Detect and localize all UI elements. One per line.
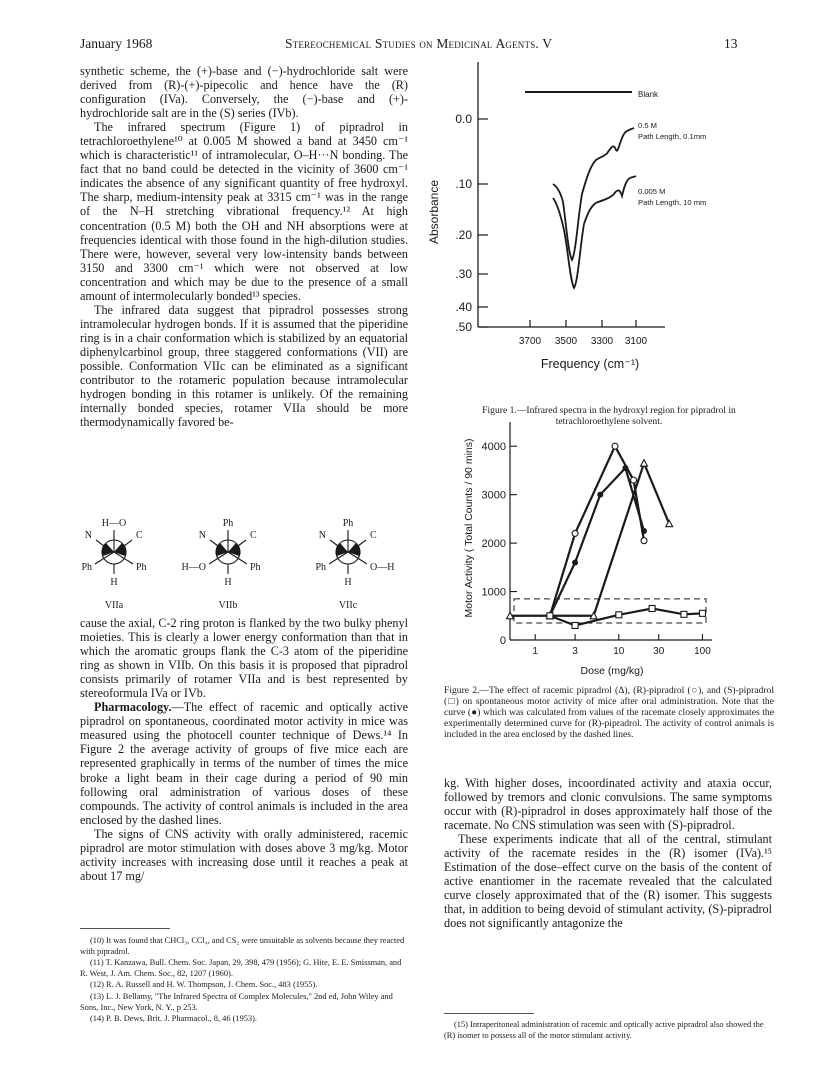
footnote: (10) It was found that CHCl₃, CCl₄, and CS₂ were unsuitable as solvents because they reacted with pipradrol. [80,936,405,956]
substituent-bottom-left: H—O [181,562,206,573]
fig2-xtick-label: 10 [613,646,625,657]
substituent-bottom: H [110,577,118,588]
substituent-right: C [250,530,257,541]
fig1-xtick-label: 3700 [518,336,542,347]
fig2-xlabel: Dose (mg/kg) [580,665,644,677]
paragraph-text: —The effect of racemic and optically active pipradrol on spontaneous, coordinated motor activity in mice was measured using the photocell counter technique of Dews.¹⁴ In Figure 2 the average activity of groups of five mice each are represented graphically in terms of the number of times the mice broke a light beam in their cage during a period of 90 min following oral administration of various doses of these compounds. The activity of control animals is included in the area enclosed by the dashed lines. [80,700,408,827]
fig2-xtick-label: 100 [694,646,711,657]
substituent-bottom-left: Ph [81,562,92,573]
fig1-label-c1-b: Path Length, 0.1mm [638,132,707,141]
fig2-point-square [699,610,705,616]
substituent-bottom: H [224,577,232,588]
substituent-bottom-right: Ph [136,562,147,573]
fig1-ylabel: Absorbance [427,179,441,245]
paragraph: The infrared spectrum (Figure 1) of pipradrol in tetrachloroethylene¹⁰ at 0.005 M showed a band at 3450 cm⁻¹ which is characteristic¹¹ of intramolecular, O–H···N bonding. The fact that no band could be detected in the vicinity of 3600 cm⁻¹ indicates the absence of any significant quantity of free hydroxyl. The sharp, medium-intensity peak at 3315 cm⁻¹ was in the range of the N–H stretching vibrational frequency.¹² At high concentration (0.5 M) both the OH and NH absorptions were at frequencies identical with those found in the high-dilution studies. There were, however, several very low-intensity bands between 3150 and 3300 cm⁻¹ which were not observed at low concentration and which may be due to the presence of a small amount of intermolecularly bonded¹³ species. [80,120,408,303]
left-column-upper [80,64,408,429]
substituent-left: N [84,530,92,541]
fig2-series-line-filled-circle [550,468,644,616]
fig2-point-filled-circle [572,559,578,565]
structure-label: VIIb [218,600,238,611]
fig2-point-filled-circle [597,492,603,498]
fig2-point-circle [631,477,637,483]
section-heading: Pharmacology. [94,700,172,715]
footnote: (15) Intraperitoneal administration of racemic and optically active pipradrol also showed the (R) isomer to possess all of the motor stimulant activity. [444,1020,764,1040]
paragraph: The infrared data suggest that pipradrol possesses strong intramolecular hydrogen bonds. If it is assumed that the piperidine ring is in a chair conformation which is stabilized by an equatorial diphenylcarbinol group, three staggered conformations (VII) are possible. Conformation VIIc can be eliminated as a significant contributor to the rotameric population because intramolecular hydrogen bonding in this rotamer is unlikely. Of the remaining internally bonded species, rotamer VIIa should be more thermodynamically favored be- [80,302,408,430]
substituent-top: Ph [222,518,234,529]
fig1-label-c1-a: 0.5 M [638,121,657,130]
figure-2-caption: Figure 2.—The effect of racemic pipradrol (Δ), (R)-pipradrol (○), and (S)-pipradrol (□) on spontaneous motor activity of mice after oral administration. Note that the curve (●) which was calculated from values of the racemate closely approximates the experimentally determined curve for (R)-pipradrol. The activity of control animals is included in the area enclosed by the dashed lines. [444,685,774,740]
fig1-label-c2-b: Path Length, 10 mm [638,198,707,207]
fig2-point-square [681,611,687,617]
paragraph: The signs of CNS activity with orally administered, racemic pipradrol are motor stimulation with doses above 3 mg/kg. Motor activity increases with increasing dose until it reaches a peak at about 17 mg/ [80,826,408,883]
fig1-ytick-label: .50 [455,320,472,334]
fig2-ytick-label: 0 [499,635,506,647]
left-column-lower [80,616,408,883]
substituent-top: H—O [101,518,127,529]
substituent-bottom-right: O—H [370,562,395,573]
fig2-xtick-label: 1 [532,646,538,657]
fig1-xlabel: Frequency (cm⁻¹) [540,357,640,371]
substituent-bottom: H [344,577,352,588]
fig1-ytick-label: .10 [455,177,472,191]
fig1-xtick-label: 3100 [624,336,648,347]
fig1-ytick-label: .30 [455,267,472,281]
fig2-point-filled-circle [641,528,647,534]
fig2-ytick-label: 4000 [481,441,506,454]
fig2-series-line-circle [550,446,644,616]
footnote: (11) T. Kanzawa, Bull. Chem. Soc. Japan, 29, 398, 479 (1956); G. Hite, E. E. Smissman, and R. West, J. Am. Chem. Soc., 82, 1207 (1960). [80,958,402,978]
fig1-xtick-label: 3500 [554,336,578,347]
fig2-point-triangle [666,520,673,527]
fig2-xtick-label: 3 [572,646,578,657]
paragraph: synthetic scheme, the (+)-base and (−)-hydrochloride salt were derived from (R)-(+)-pipecolic and hence have the (R) configuration (IVa). Conversely, the (−)-base and (+)-hydrochloride salt are in the (S) series (IVb). [80,64,408,121]
fig2-point-square [649,606,655,612]
fig2-point-square [616,612,622,618]
fig2-point-circle [572,530,578,536]
fig1-label-blank: Blank [638,90,659,99]
fig2-point-circle [641,538,647,544]
structure-label: VIIc [338,600,358,611]
fig2-point-square [547,613,553,619]
fig1-spectrum-0.005M [553,176,636,288]
structure-label: VIIa [104,600,124,611]
substituent-right: C [370,530,377,541]
paragraph: These experiments indicate that all of the central, stimulant activity of the racemate resides in the (R) isomer (IVa).¹⁵ Estimation of the dose–effect curve on the basis of the content of active enantiomer in the racemate revealed that the calculated curve closely approximated that of the (R) isomer. This suggests that, in addition to being devoid of stimulant activity, (S)-pipradrol does not significantly antagonize the [444,832,772,931]
footnote-rule [444,1013,534,1014]
paragraph [80,700,408,826]
structure-VIIc [315,518,394,611]
structure-VIIa [81,518,146,611]
newman-structures [80,508,408,612]
substituent-top: Ph [342,518,354,529]
structure-VIIb [182,518,261,611]
fig2-control-band [514,599,706,623]
substituent-left: N [198,530,206,541]
fig2-point-triangle [641,460,648,467]
footnote: (13) L. J. Bellamy, "The Infrared Spectra of Complex Molecules," 2nd ed, John Wiley and Sons, Inc., New York, N. Y., p 253. [80,991,393,1012]
figure-2-chart [462,420,732,682]
fig2-ytick-label: 1000 [481,586,506,599]
fig2-ylabel: Motor Activity ( Total Counts / 90 mins) [463,438,475,618]
fig2-ytick-label: 3000 [481,489,506,502]
fig2-point-filled-circle [622,465,628,471]
figure-1-ir-spectra [420,62,780,402]
fig1-xtick-label: 3300 [590,336,614,347]
fig1-label-c2-a: 0.005 M [638,187,666,196]
fig2-point-square [572,622,578,628]
footnote: (12) R. A. Russell and H. W. Thompson, J. Chem. Soc., 483 (1955). [90,980,318,990]
fig1-ytick-label: .20 [455,228,472,242]
running-head-title: Stereochemical Studies on Medicinal Agents. V [285,36,553,51]
footnotes-right [444,1020,772,1042]
fig1-ytick-label: 0.0 [455,112,472,126]
footnote: (14) P. B. Dews, Brit. J. Pharmacol., 8, 46 (1953). [90,1014,258,1024]
substituent-bottom-right: Ph [250,562,261,573]
fig2-ytick-label: 2000 [481,538,506,551]
fig2-xtick-label: 30 [653,646,665,657]
page-number: 13 [724,36,738,51]
substituent-right: C [136,530,143,541]
fig2-point-circle [612,443,618,449]
footnote-rule [80,928,170,929]
running-head-date: January 1968 [80,36,153,51]
figure-1-caption: Figure 1.—Infrared spectra in the hydroxyl region for pipradrol in tetrachloroethylene solvent. [482,405,736,427]
fig1-ytick-label: .40 [455,300,472,314]
paragraph: kg. With higher doses, incoordinated activity and ataxia occur, followed by tremors and clonic convulsions. The same symptoms occur with (R)-pipradrol in doses approximately half those of the racemate. No CNS stimulation was seen with (S)-pipradrol. [444,776,772,833]
paragraph: cause the axial, C-2 ring proton is flanked by the two bulky phenyl moieties. This is clearly a lower energy conformation than that in which the aromatic groups flank the C-3 atom of the piperidine ring as shown in VIIb. On this basis it is proposed that pipradrol consists primarily of rotamer VIIa and is best represented by stereoformula IVa or IVb. [80,616,408,701]
substituent-bottom-left: Ph [315,562,326,573]
footnotes-left [80,936,408,1026]
right-column [444,776,772,931]
substituent-left: N [318,530,326,541]
